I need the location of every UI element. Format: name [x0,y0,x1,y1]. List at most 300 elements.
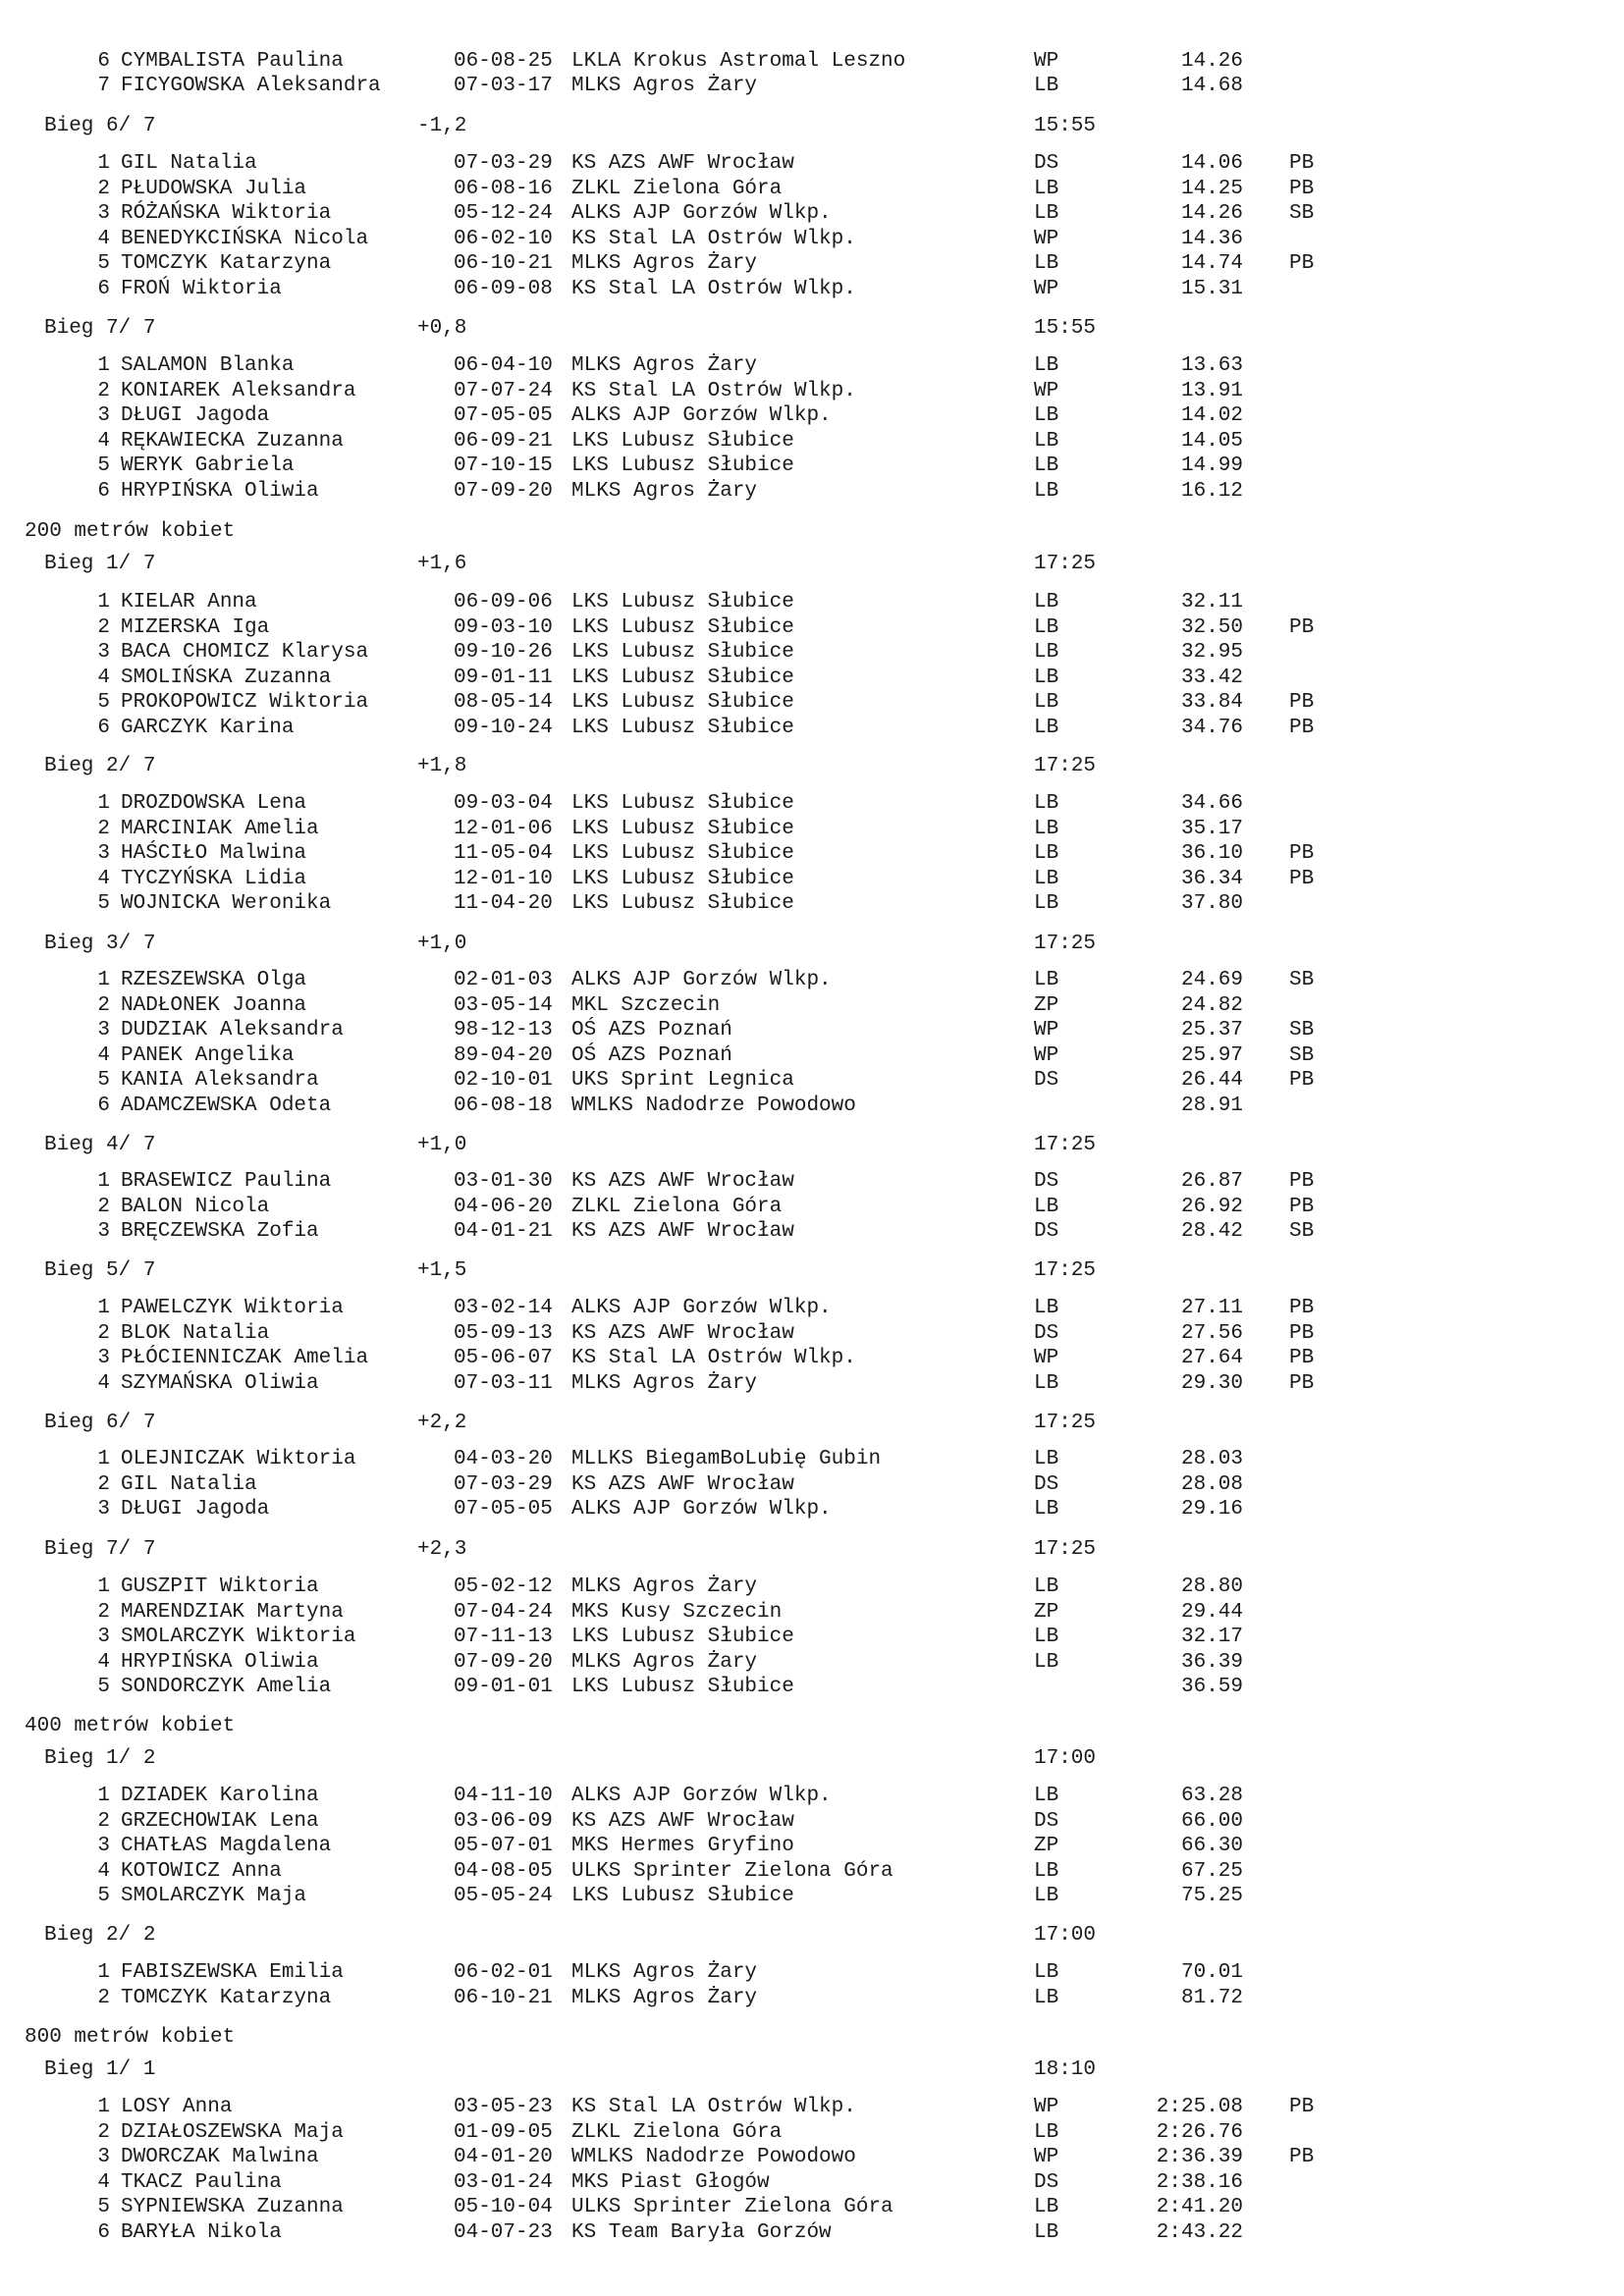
place: 4 [97,2171,110,2194]
club: MLKS Agros Żary [571,1651,758,1674]
birth-date: 05-02-12 [454,1575,553,1598]
club: WMLKS Nadodrze Powodowo [571,2146,856,2168]
club: MLKS Agros Żary [571,252,758,275]
athlete-name: PANEK Angelika [121,1044,295,1067]
region: LB [1034,2196,1059,2218]
club: KS Stal LA Ostrów Wlkp. [571,1347,856,1369]
result: 24.82 [1180,994,1243,1017]
region: DS [1034,1170,1059,1193]
region: LB [1034,842,1059,865]
heat-wind: +0,8 [417,317,467,340]
region: LB [1034,616,1059,639]
region: LB [1034,717,1059,739]
club: MLKS Agros Żary [571,1987,758,2009]
athlete-name: MIZERSKA Iga [121,616,270,639]
region: WP [1034,228,1059,250]
club: MLKS Agros Żary [571,1961,758,1984]
result: 26.92 [1180,1196,1243,1218]
region: DS [1034,1069,1059,1092]
record-note: PB [1289,1322,1315,1345]
result: 14.36 [1180,228,1243,250]
club: LKS Lubusz Słubice [571,842,794,865]
place: 3 [97,1626,110,1648]
record-note: PB [1289,152,1315,175]
birth-date: 09-01-11 [454,667,553,689]
region: ZP [1034,994,1059,1017]
athlete-name: DZIADEK Karolina [121,1785,319,1807]
birth-date: 03-06-09 [454,1810,553,1833]
record-note: PB [1289,1196,1315,1218]
club: OŚ AZS Poznań [571,1044,732,1067]
place: 5 [97,454,110,477]
region: DS [1034,1810,1059,1833]
athlete-name: BALON Nicola [121,1196,270,1218]
club: ULKS Sprinter Zielona Góra [571,2196,893,2218]
region: LB [1034,641,1059,664]
birth-date: 06-10-21 [454,1987,553,2009]
heat-time: 17:25 [1034,1412,1097,1434]
result: 67.25 [1180,1860,1243,1883]
region: LB [1034,480,1059,503]
athlete-name: HRYPIŃSKA Oliwia [121,480,319,503]
birth-date: 11-05-04 [454,842,553,865]
heat-wind: -1,2 [417,115,467,137]
region: LB [1034,1987,1059,2009]
athlete-name: RÓŻAŃSKA Wiktoria [121,202,332,225]
club: KS AZS AWF Wrocław [571,1810,794,1833]
region: LB [1034,1860,1059,1883]
club: KS Stal LA Ostrów Wlkp. [571,380,856,402]
athlete-name: BACA CHOMICZ Klarysa [121,641,369,664]
club: LKS Lubusz Słubice [571,792,794,815]
result: 28.08 [1180,1473,1243,1496]
result: 32.95 [1180,641,1243,664]
athlete-name: KONIAREK Aleksandra [121,380,356,402]
club: MKS Hermes Gryfino [571,1835,794,1857]
club: ALKS AJP Gorzów Wlkp. [571,1785,832,1807]
birth-date: 07-07-24 [454,380,553,402]
club: KS Stal LA Ostrów Wlkp. [571,228,856,250]
result: 27.56 [1180,1322,1243,1345]
birth-date: 07-09-20 [454,480,553,503]
club: LKS Lubusz Słubice [571,1885,794,1907]
birth-date: 07-03-11 [454,1372,553,1395]
birth-date: 06-02-10 [454,228,553,250]
place: 1 [97,354,110,377]
heat-time: 15:55 [1034,115,1097,137]
athlete-name: ADAMCZEWSKA Odeta [121,1095,332,1117]
athlete-name: DŁUGI Jagoda [121,404,270,427]
region: LB [1034,2121,1059,2144]
heat-wind: +1,0 [417,933,467,955]
place: 5 [97,252,110,275]
athlete-name: PŁÓCIENNICZAK Amelia [121,1347,369,1369]
region: WP [1034,380,1059,402]
result: 14.26 [1180,202,1243,225]
birth-date: 05-10-04 [454,2196,553,2218]
birth-date: 04-01-21 [454,1220,553,1243]
region: ZP [1034,1601,1059,1624]
club: LKS Lubusz Słubice [571,818,794,840]
club: KS AZS AWF Wrocław [571,1220,794,1243]
athlete-name: BLOK Natalia [121,1322,270,1345]
record-note: PB [1289,1347,1315,1369]
region: LB [1034,1448,1059,1470]
place: 2 [97,178,110,200]
record-note: PB [1289,2146,1315,2168]
club: ALKS AJP Gorzów Wlkp. [571,969,832,991]
club: ZLKL Zielona Góra [571,178,783,200]
result: 36.10 [1180,842,1243,865]
birth-date: 05-07-01 [454,1835,553,1857]
club: KS Stal LA Ostrów Wlkp. [571,278,856,300]
birth-date: 07-03-29 [454,1473,553,1496]
result: 16.12 [1180,480,1243,503]
athlete-name: TKACZ Paulina [121,2171,282,2194]
club: LKS Lubusz Słubice [571,667,794,689]
birth-date: 03-01-24 [454,2171,553,2194]
heat-time: 18:10 [1034,2058,1097,2081]
athlete-name: LOSY Anna [121,2096,233,2118]
result: 14.99 [1180,454,1243,477]
athlete-name: DROZDOWSKA Lena [121,792,307,815]
region: LB [1034,1575,1059,1598]
athlete-name: CYMBALISTA Paulina [121,50,344,73]
heat-wind: +1,6 [417,553,467,575]
heat-wind: +1,0 [417,1134,467,1156]
result: 2:36.39 [1156,2146,1243,2168]
result: 26.87 [1180,1170,1243,1193]
place: 4 [97,667,110,689]
result: 2:43.22 [1156,2221,1243,2244]
athlete-name: DUDZIAK Aleksandra [121,1019,344,1041]
region: LB [1034,1651,1059,1674]
region: LB [1034,1498,1059,1521]
club: LKS Lubusz Słubice [571,1676,794,1698]
record-note: PB [1289,178,1315,200]
birth-date: 09-10-26 [454,641,553,664]
result: 37.80 [1180,892,1243,915]
region: LB [1034,1785,1059,1807]
athlete-name: MARCINIAK Amelia [121,818,319,840]
result: 13.91 [1180,380,1243,402]
birth-date: 05-12-24 [454,202,553,225]
region: WP [1034,2146,1059,2168]
result: 15.31 [1180,278,1243,300]
birth-date: 04-06-20 [454,1196,553,1218]
birth-date: 06-04-10 [454,354,553,377]
birth-date: 06-02-01 [454,1961,553,1984]
heat-label: Bieg 2/ 7 [44,755,156,777]
athlete-name: KIELAR Anna [121,591,257,614]
heat-time: 17:25 [1034,1538,1097,1561]
birth-date: 04-01-20 [454,2146,553,2168]
birth-date: 03-05-23 [454,2096,553,2118]
birth-date: 05-09-13 [454,1322,553,1345]
place: 3 [97,1498,110,1521]
place: 1 [97,591,110,614]
heat-label: Bieg 7/ 7 [44,317,156,340]
birth-date: 07-10-15 [454,454,553,477]
birth-date: 05-06-07 [454,1347,553,1369]
athlete-name: OLEJNICZAK Wiktoria [121,1448,356,1470]
region: LB [1034,792,1059,815]
club: LKS Lubusz Słubice [571,454,794,477]
place: 2 [97,380,110,402]
place: 5 [97,1676,110,1698]
region: LB [1034,202,1059,225]
club: LKS Lubusz Słubice [571,691,794,714]
club: MKS Piast Głogów [571,2171,770,2194]
record-note: SB [1289,969,1315,991]
result: 81.72 [1180,1987,1243,2009]
heat-wind: +1,5 [417,1259,467,1282]
athlete-name: DWORCZAK Malwina [121,2146,319,2168]
club: MLKS Agros Żary [571,354,758,377]
heat-time: 15:55 [1034,317,1097,340]
athlete-name: FROŃ Wiktoria [121,278,282,300]
club: ZLKL Zielona Góra [571,1196,783,1218]
athlete-name: WOJNICKA Weronika [121,892,332,915]
region: DS [1034,2171,1059,2194]
place: 2 [97,1601,110,1624]
place: 2 [97,818,110,840]
birth-date: 02-10-01 [454,1069,553,1092]
place: 6 [97,1095,110,1117]
athlete-name: GIL Natalia [121,1473,257,1496]
region: LB [1034,868,1059,890]
birth-date: 06-08-25 [454,50,553,73]
place: 4 [97,430,110,453]
athlete-name: KANIA Aleksandra [121,1069,319,1092]
place: 5 [97,1885,110,1907]
place: 3 [97,1347,110,1369]
place: 4 [97,228,110,250]
region: LB [1034,691,1059,714]
club: MLLKS BiegamBoLubię Gubin [571,1448,882,1470]
place: 3 [97,1220,110,1243]
result: 14.06 [1180,152,1243,175]
club: ALKS AJP Gorzów Wlkp. [571,202,832,225]
athlete-name: SYPNIEWSKA Zuzanna [121,2196,344,2218]
place: 1 [97,969,110,991]
athlete-name: PAWELCZYK Wiktoria [121,1297,344,1319]
heat-label: Bieg 7/ 7 [44,1538,156,1561]
region: LB [1034,354,1059,377]
athlete-name: SZYMAŃSKA Oliwia [121,1372,319,1395]
place: 6 [97,2221,110,2244]
place: 3 [97,404,110,427]
result: 28.03 [1180,1448,1243,1470]
birth-date: 06-08-16 [454,178,553,200]
result: 28.91 [1180,1095,1243,1117]
region: LB [1034,818,1059,840]
birth-date: 06-09-08 [454,278,553,300]
place: 5 [97,1069,110,1092]
club: KS AZS AWF Wrocław [571,1322,794,1345]
athlete-name: WERYK Gabriela [121,454,295,477]
athlete-name: HAŚCIŁO Malwina [121,842,307,865]
result: 14.05 [1180,430,1243,453]
record-note: PB [1289,1170,1315,1193]
place: 3 [97,641,110,664]
athlete-name: PŁUDOWSKA Julia [121,178,307,200]
birth-date: 04-03-20 [454,1448,553,1470]
athlete-name: NADŁONEK Joanna [121,994,307,1017]
region: LB [1034,591,1059,614]
place: 3 [97,1019,110,1041]
birth-date: 09-10-24 [454,717,553,739]
athlete-name: HRYPIŃSKA Oliwia [121,1651,319,1674]
birth-date: 03-01-30 [454,1170,553,1193]
result: 27.64 [1180,1347,1243,1369]
region: WP [1034,278,1059,300]
place: 1 [97,1961,110,1984]
region: LB [1034,252,1059,275]
heat-wind: +2,3 [417,1538,467,1561]
record-note: PB [1289,2096,1315,2118]
club: LKLA Krokus Astromal Leszno [571,50,906,73]
region: LB [1034,892,1059,915]
athlete-name: RĘKAWIECKA Zuzanna [121,430,344,453]
birth-date: 09-03-10 [454,616,553,639]
place: 4 [97,868,110,890]
athlete-name: GUSZPIT Wiktoria [121,1575,319,1598]
result: 27.11 [1180,1297,1243,1319]
place: 2 [97,1196,110,1218]
club: ALKS AJP Gorzów Wlkp. [571,1297,832,1319]
athlete-name: TOMCZYK Katarzyna [121,252,332,275]
place: 1 [97,792,110,815]
result: 29.44 [1180,1601,1243,1624]
birth-date: 04-07-23 [454,2221,553,2244]
birth-date: 09-01-01 [454,1676,553,1698]
record-note: PB [1289,1069,1315,1092]
place: 2 [97,994,110,1017]
region: LB [1034,404,1059,427]
place: 2 [97,1810,110,1833]
record-note: PB [1289,616,1315,639]
record-note: SB [1289,202,1315,225]
club: LKS Lubusz Słubice [571,591,794,614]
heat-label: Bieg 1/ 2 [44,1747,156,1770]
athlete-name: BENEDYKCIŃSKA Nicola [121,228,369,250]
record-note: SB [1289,1044,1315,1067]
birth-date: 06-08-18 [454,1095,553,1117]
result: 25.37 [1180,1019,1243,1041]
region: LB [1034,75,1059,97]
place: 2 [97,1987,110,2009]
athlete-name: SALAMON Blanka [121,354,295,377]
club: ZLKL Zielona Góra [571,2121,783,2144]
result: 2:38.16 [1156,2171,1243,2194]
club: KS AZS AWF Wrocław [571,1473,794,1496]
result: 35.17 [1180,818,1243,840]
result: 26.44 [1180,1069,1243,1092]
club: MKL Szczecin [571,994,721,1017]
result: 70.01 [1180,1961,1243,1984]
region: DS [1034,152,1059,175]
athlete-name: SMOLARCZYK Wiktoria [121,1626,356,1648]
event-title: 400 metrów kobiet [25,1715,236,1737]
heat-label: Bieg 2/ 2 [44,1924,156,1947]
club: LKS Lubusz Słubice [571,616,794,639]
result: 14.26 [1180,50,1243,73]
athlete-name: PROKOPOWICZ Wiktoria [121,691,369,714]
heat-label: Bieg 3/ 7 [44,933,156,955]
athlete-name: DZIAŁOSZEWSKA Maja [121,2121,344,2144]
place: 1 [97,1297,110,1319]
record-note: SB [1289,1019,1315,1041]
birth-date: 11-04-20 [454,892,553,915]
result: 32.11 [1180,591,1243,614]
heat-label: Bieg 6/ 7 [44,1412,156,1434]
place: 4 [97,1372,110,1395]
place: 3 [97,1835,110,1857]
record-note: PB [1289,252,1315,275]
record-note: PB [1289,717,1315,739]
heat-label: Bieg 1/ 1 [44,2058,156,2081]
heat-label: Bieg 5/ 7 [44,1259,156,1282]
athlete-name: CHATŁAS Magdalena [121,1835,332,1857]
club: MLKS Agros Żary [571,480,758,503]
place: 1 [97,1575,110,1598]
result: 28.80 [1180,1575,1243,1598]
region: LB [1034,1626,1059,1648]
region: WP [1034,50,1059,73]
club: KS AZS AWF Wrocław [571,152,794,175]
athlete-name: BRĘCZEWSKA Zofia [121,1220,319,1243]
place: 3 [97,202,110,225]
region: LB [1034,1372,1059,1395]
region: DS [1034,1322,1059,1345]
result: 28.42 [1180,1220,1243,1243]
heat-time: 17:00 [1034,1924,1097,1947]
birth-date: 06-10-21 [454,252,553,275]
region: WP [1034,1347,1059,1369]
birth-date: 12-01-10 [454,868,553,890]
region: WP [1034,1019,1059,1041]
heat-wind: +2,2 [417,1412,467,1434]
birth-date: 03-02-14 [454,1297,553,1319]
record-note: PB [1289,691,1315,714]
region: WP [1034,1044,1059,1067]
result: 2:26.76 [1156,2121,1243,2144]
region: LB [1034,1196,1059,1218]
athlete-name: BRASEWICZ Paulina [121,1170,332,1193]
result: 29.30 [1180,1372,1243,1395]
region: WP [1034,2096,1059,2118]
record-note: PB [1289,1372,1315,1395]
result: 36.59 [1180,1676,1243,1698]
heat-wind: +1,8 [417,755,467,777]
heat-label: Bieg 6/ 7 [44,115,156,137]
birth-date: 06-09-21 [454,430,553,453]
club: LKS Lubusz Słubice [571,892,794,915]
athlete-name: GIL Natalia [121,152,257,175]
place: 3 [97,2146,110,2168]
place: 7 [97,75,110,97]
result: 32.50 [1180,616,1243,639]
birth-date: 07-05-05 [454,1498,553,1521]
place: 6 [97,278,110,300]
result: 75.25 [1180,1885,1243,1907]
heat-label: Bieg 4/ 7 [44,1134,156,1156]
place: 4 [97,1860,110,1883]
heat-label: Bieg 1/ 7 [44,553,156,575]
athlete-name: KOTOWICZ Anna [121,1860,282,1883]
result: 36.34 [1180,868,1243,890]
